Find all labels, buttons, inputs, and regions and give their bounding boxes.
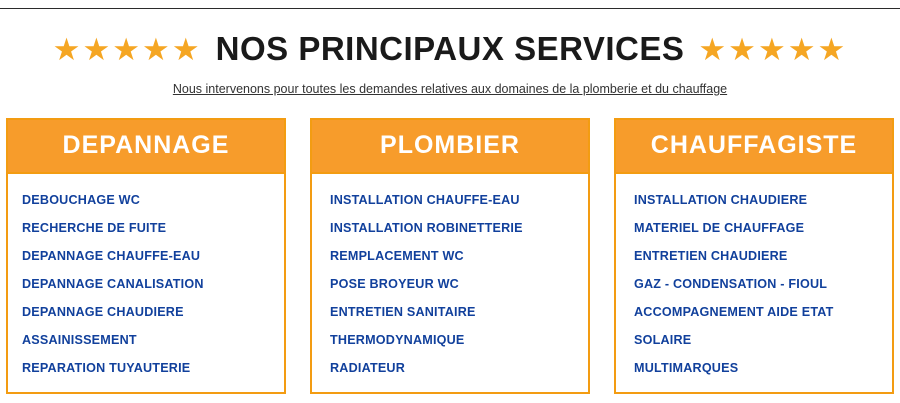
list-item[interactable]: RADIATEUR — [330, 361, 406, 375]
page-title — [0, 30, 900, 68]
service-card-chauffagiste — [614, 118, 894, 394]
list-item[interactable]: DEPANNAGE CHAUDIERE — [22, 305, 184, 319]
card-title: PLOMBIER — [312, 120, 588, 174]
star-rating-right-icon: ★★★★★ — [698, 31, 848, 67]
list-item[interactable]: ENTRETIEN SANITAIRE — [330, 305, 476, 319]
list-item[interactable]: REMPLACEMENT WC — [330, 249, 464, 263]
service-cards — [0, 118, 900, 394]
star-rating-left-icon: ★★★★★ — [52, 31, 202, 67]
list-item[interactable]: GAZ - CONDENSATION - FIOUL — [634, 277, 828, 291]
page-title-text: NOS PRINCIPAUX SERVICES — [215, 30, 685, 67]
list-item[interactable]: ENTRETIEN CHAUDIERE — [634, 249, 788, 263]
list-item[interactable]: DEPANNAGE CHAUFFE-EAU — [22, 249, 201, 263]
list-item[interactable]: DEBOUCHAGE WC — [22, 193, 141, 207]
list-item[interactable]: INSTALLATION CHAUDIERE — [634, 193, 808, 207]
list-item[interactable]: RECHERCHE DE FUITE — [22, 221, 167, 235]
list-item[interactable]: DEPANNAGE CANALISATION — [22, 277, 204, 291]
card-items — [616, 174, 892, 392]
list-item[interactable]: INSTALLATION CHAUFFE-EAU — [330, 193, 520, 207]
card-items — [312, 174, 588, 392]
list-item[interactable]: MULTIMARQUES — [634, 361, 739, 375]
service-card-depannage — [6, 118, 286, 394]
list-item[interactable]: THERMODYNAMIQUE — [330, 333, 465, 347]
list-item[interactable]: MATERIEL DE CHAUFFAGE — [634, 221, 805, 235]
list-item[interactable]: POSE BROYEUR WC — [330, 277, 459, 291]
list-item[interactable]: REPARATION TUYAUTERIE — [22, 361, 191, 375]
service-card-plombier — [310, 118, 590, 394]
list-item[interactable]: ASSAINISSEMENT — [22, 333, 137, 347]
card-title: DEPANNAGE — [8, 120, 284, 174]
card-title: CHAUFFAGISTE — [616, 120, 892, 174]
card-items — [8, 174, 284, 392]
list-item[interactable]: ACCOMPAGNEMENT AIDE ETAT — [634, 305, 834, 319]
page-subtitle: Nous intervenons pour toutes les demandes relatives aux domaines de la plomberie et du chauffage — [172, 82, 728, 96]
list-item[interactable]: SOLAIRE — [634, 333, 692, 347]
list-item[interactable]: INSTALLATION ROBINETTERIE — [330, 221, 523, 235]
